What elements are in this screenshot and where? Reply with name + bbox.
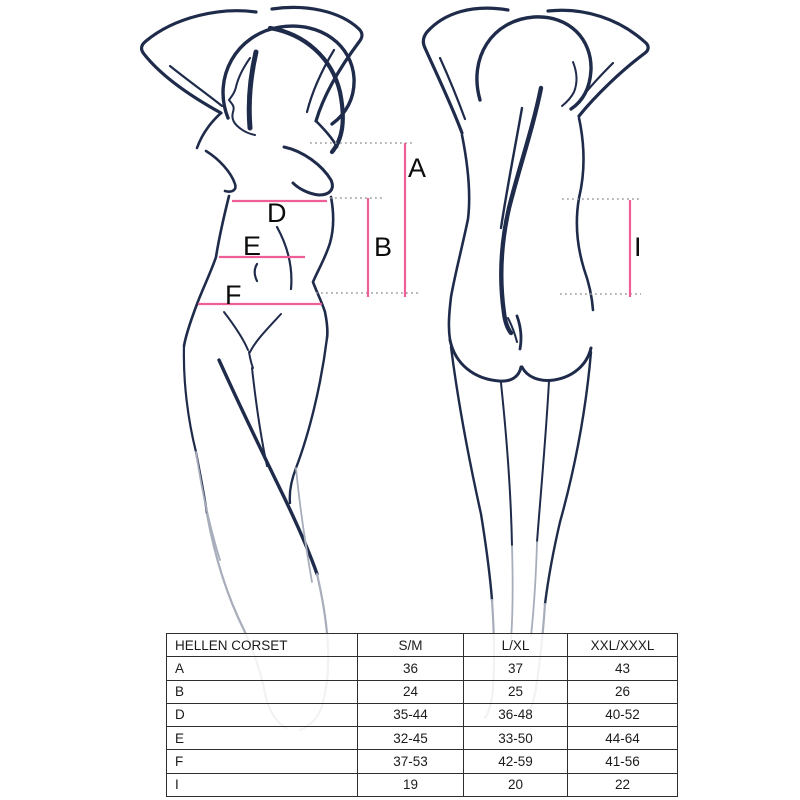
row-label: A	[167, 657, 358, 680]
cell-value: 26	[568, 680, 678, 703]
cell-value: 25	[464, 680, 568, 703]
table-row-a	[167, 657, 678, 680]
back-figure	[423, 8, 648, 604]
size-table-title: HELLEN CORSET	[167, 634, 358, 657]
cell-value: 44-64	[568, 727, 678, 750]
cell-value: 35-44	[358, 703, 464, 726]
cell-value: 37	[464, 657, 568, 680]
measure-label-f: F	[225, 280, 242, 310]
measure-label-e: E	[243, 231, 262, 261]
front-figure	[142, 7, 362, 574]
size-table	[166, 633, 678, 797]
cell-value: 37-53	[358, 750, 464, 773]
size-table-header-row	[167, 634, 678, 657]
cell-value: 36-48	[464, 703, 568, 726]
cell-value: 36	[358, 657, 464, 680]
row-label: I	[167, 773, 358, 796]
row-label: F	[167, 750, 358, 773]
table-row-b	[167, 680, 678, 703]
table-row-e	[167, 727, 678, 750]
row-label: B	[167, 680, 358, 703]
row-label: E	[167, 727, 358, 750]
cell-value: 41-56	[568, 750, 678, 773]
table-row-d	[167, 703, 678, 726]
size-col-sm: S/M	[358, 634, 464, 657]
dotted-guide-lines	[310, 143, 641, 294]
measure-label-a: A	[408, 153, 427, 183]
cell-value: 24	[358, 680, 464, 703]
size-col-xxl: XXL/XXXL	[568, 634, 678, 657]
row-label: D	[167, 703, 358, 726]
size-col-lxl: L/XL	[464, 634, 568, 657]
cell-value: 32-45	[358, 727, 464, 750]
cell-value: 42-59	[464, 750, 568, 773]
cell-value: 19	[358, 773, 464, 796]
cell-value: 40-52	[568, 703, 678, 726]
cell-value: 33-50	[464, 727, 568, 750]
measure-label-i: I	[634, 232, 642, 262]
cell-value: 20	[464, 773, 568, 796]
measure-label-b: B	[374, 232, 393, 262]
table-row-i	[167, 773, 678, 796]
cell-value: 22	[568, 773, 678, 796]
table-row-f	[167, 750, 678, 773]
cell-value: 43	[568, 657, 678, 680]
measure-label-d: D	[267, 198, 287, 228]
